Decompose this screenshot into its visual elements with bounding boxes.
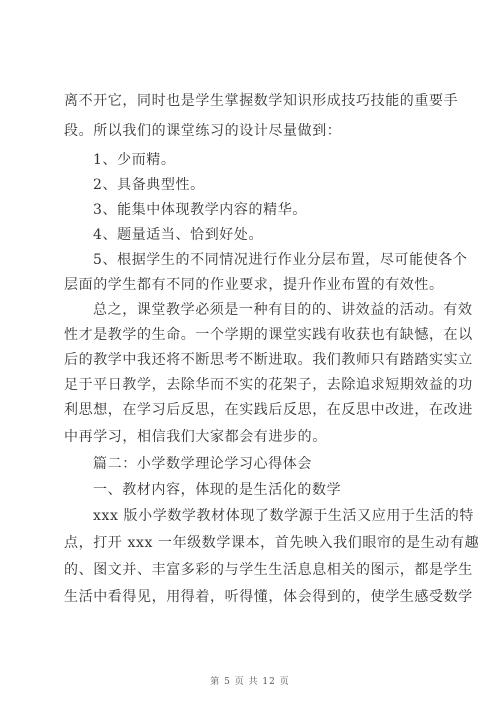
page-number: 第 5 页 共 12 页 <box>210 677 290 687</box>
section-heading: 篇二：小学数学理论学习心得体会 <box>93 456 312 472</box>
text-line: 3、能集中体现教学内容的精华。 <box>93 202 307 218</box>
text-line: 1、少而精。 <box>93 152 176 168</box>
text-line: 离不开它，同时也是学生掌握数学知识形成技巧技能的重要手 <box>64 93 459 109</box>
text-line: 生活中看得见，用得着，听得懂，体会得到的，使学生感受数学 <box>64 589 473 605</box>
text-line: 足于平日教学，去除华而不实的花架子，去除追求短期效益的功 <box>64 377 473 393</box>
subsection-heading: 一、教材内容，体现的是生活化的数学 <box>93 482 342 498</box>
text-line: 总之，课堂教学必须是一种有目的的、讲效益的活动。有效 <box>93 302 473 318</box>
text-line: 层面的学生都有不同的作业要求，提升作业布置的有效性。 <box>64 277 444 293</box>
text-line: 点，打开 xxx 一年级数学课本，首先映入我们眼帘的是生动有趣 <box>64 535 480 551</box>
text-line: 后的教学中我还将不断思考不断进取。我们教师只有踏踏实实立 <box>64 352 473 368</box>
text-line: 中再学习，相信我们大家都会有进步的。 <box>64 429 327 445</box>
text-line: 2、具备典型性。 <box>93 177 205 193</box>
text-line: 段。所以我们的课堂练习的设计尽量做到： <box>64 123 342 139</box>
text-line: 5、根据学生的不同情况进行作业分层布置，尽可能使各个 <box>93 252 468 268</box>
text-line: 利思想，在学习后反思，在实践后反思，在反思中改进，在改进 <box>64 402 473 418</box>
text-line: 性才是教学的生命。一个学期的课堂实践有收获也有缺憾，在以 <box>64 327 473 343</box>
text-line: xxx 版小学数学教材体现了数学源于生活又应用于生活的特 <box>93 508 474 524</box>
text-line: 的、图文并、丰富多彩的与学生生活息息相关的图示，都是学生 <box>64 562 473 578</box>
text-line: 4、题量适当、恰到好处。 <box>93 227 264 243</box>
